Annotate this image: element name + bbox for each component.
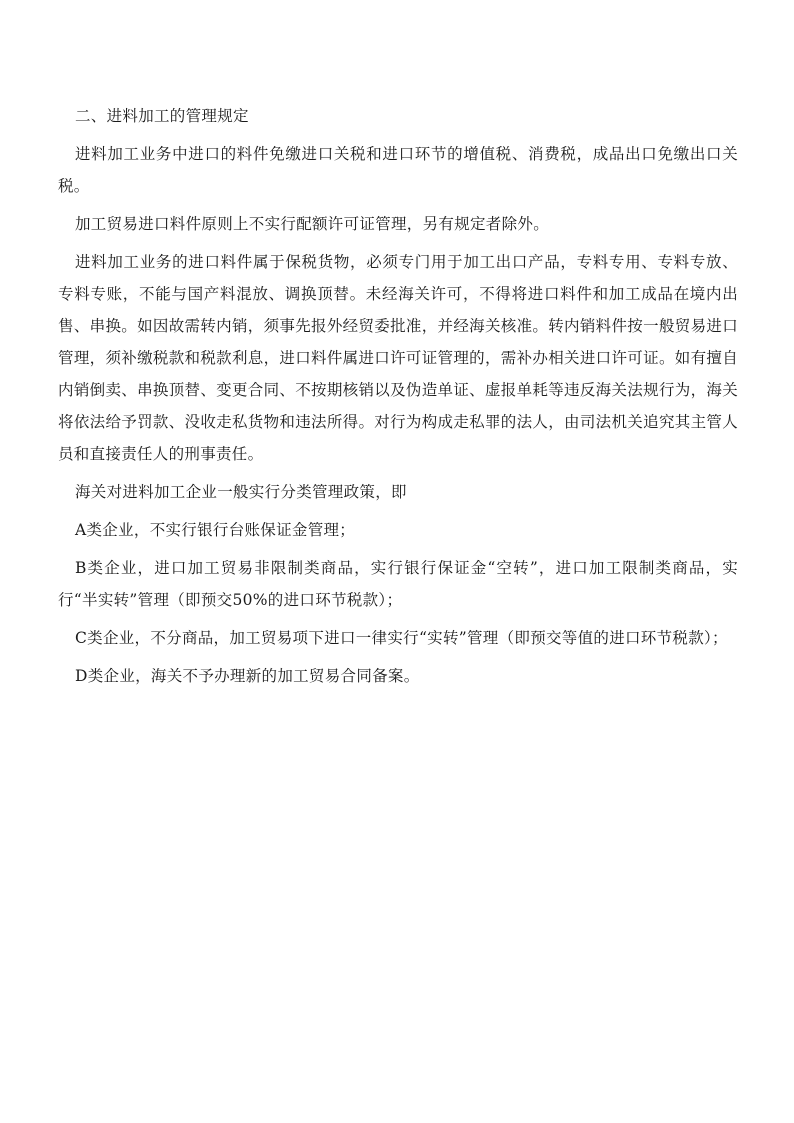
paragraph-bonded-goods: 进料加工业务的进口料件属于保税货物，必须专门用于加工出口产品，专料专用、专料专放、专料专账，不能与国产料混放、调换顶替。未经海关许可，不得将进口料件和加工成品在境内出售、串换。如因故需转内销，须事先报外经贸委批准，并经海关核准。转内销料件按一般贸易进口管理，须补缴税款和税款利息，进口料件属进口许可证管理的，需补办相关进口许可证。如有擅自内销倒卖、串换顶替、变更合同、不按期核销以及伪造单证、虚报单耗等违反海关法规行为，海关将依法给予罚款、没收走私货物和违法所得。对行为构成走私罪的法人，由司法机关追究其主管人员和直接责任人的刑事责任。 [58, 253, 738, 463]
paragraph-license-policy: 加工贸易进口料件原则上不实行配额许可证管理，另有规定者除外。 [75, 215, 550, 233]
paragraph-class-b: B类企业，进口加工贸易非限制类商品，实行银行保证金“空转”，进口加工限制类商品，实行“半实转”管理（即预交50%的进口环节税款）； [58, 559, 738, 609]
paragraph-class-d: D类企业，海关不予办理新的加工贸易合同备案。 [75, 667, 420, 685]
paragraph-duty-exemption: 进料加工业务中进口的料件免缴进口关税和进口环节的增值税、消费税，成品出口免缴出口关税。 [58, 145, 738, 195]
paragraph-classification-intro: 海关对进料加工企业一般实行分类管理政策，即 [75, 483, 407, 501]
document-body [58, 100, 738, 698]
paragraph-class-a: A类企业，不实行银行台账保证金管理； [75, 521, 356, 539]
paragraph-class-c: C类企业，不分商品，加工贸易项下进口一律实行“实转”管理（即预交等值的进口环节税款）； [75, 629, 728, 647]
section-heading: 二、进料加工的管理规定 [75, 107, 249, 125]
